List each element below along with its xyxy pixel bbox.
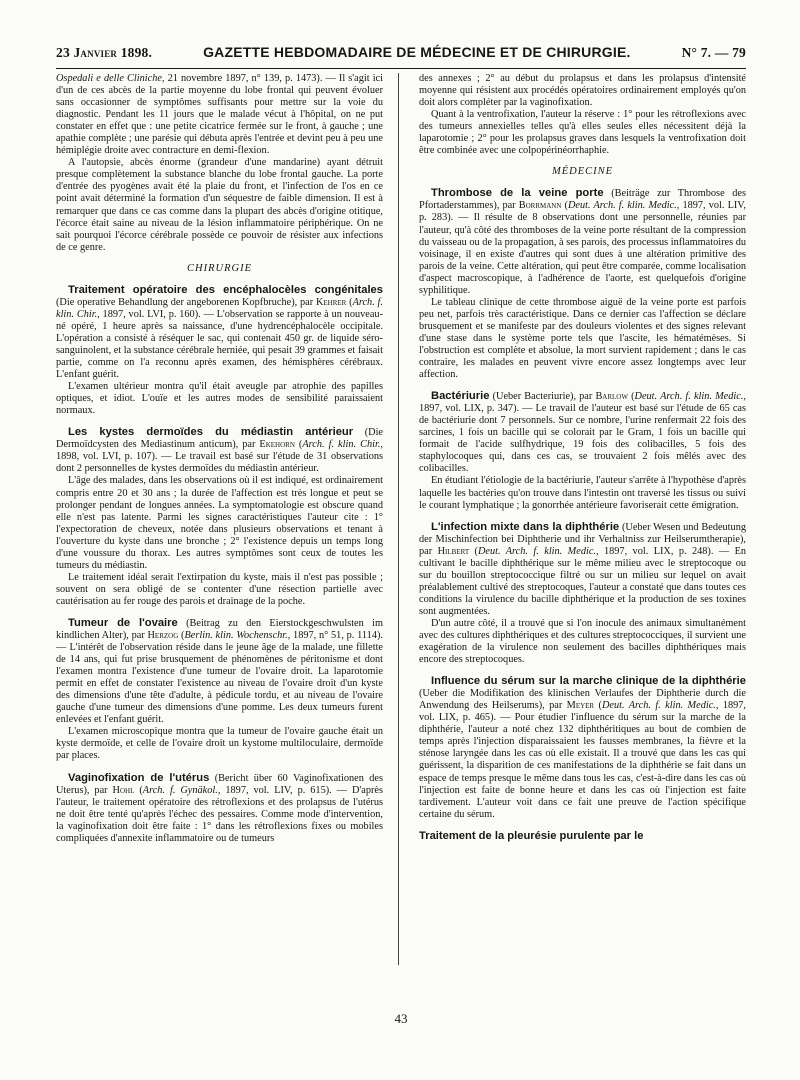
article-journal: Arch. f. klin. Chir., bbox=[302, 439, 383, 451]
article-title: Thrombose de la veine porte bbox=[431, 187, 604, 200]
column-divider bbox=[398, 73, 399, 965]
article-paragraph: L'âge des malades, dans les observations où il est indiqué, est ordinairement compris entre 20 et 30 ans ; la durée de l'affection est très longue et peut se prolonger pendant de longues années. La symptomatologie est obscure quand elle n'est pas latente. Parmi les signes caractéristiques l'auteur cite : 1° l'expectoration de cheveux, notée dans plusieurs observations et tenant à l'ouverture du kyste dans une bronche ; 2° l'existence depuis un temps long d'une voussure du thorax. Les autres symptômes sont ceux de toutes les tumeurs du médiastin. bbox=[56, 475, 383, 571]
article-journal: Deut. Arch. f. klin. Medic., bbox=[477, 545, 599, 557]
section-heading-medecine: MÉDECINE bbox=[551, 166, 614, 178]
section-heading-chirurgie: CHIRURGIE bbox=[187, 262, 252, 274]
article-title: Tumeur de l'ovaire bbox=[68, 616, 178, 629]
header-date: 23 Janvier 1898. bbox=[56, 45, 153, 60]
article-journal: Deut. Arch. f. klin. Medic., bbox=[567, 200, 680, 212]
article-title: Les kystes dermoïdes du médiastin antérieur bbox=[68, 426, 354, 439]
header-rule bbox=[56, 68, 746, 69]
continued-paragraph-2: Quant à la ventrofixation, l'auteur la réserve : 1° pour les rétroflexions avec des tumeurs annexielles telles qu'à elles seules elles nécessitent déjà la laparotomie ; 2° pour les prolapsus graves dans lesquels la ventrofixation doit être combinée avec une colpopérinéorrhaphie. bbox=[419, 109, 746, 157]
article-author: Borrmann bbox=[518, 200, 562, 212]
article-author: Hilbert bbox=[437, 545, 470, 557]
article-journal: Arch. f. klin. Chir., bbox=[56, 296, 383, 320]
page-folio: 43 bbox=[394, 1011, 408, 1026]
article-paragraph: Le traitement idéal serait l'extirpation du kyste, mais il n'est pas possible ; souvent on sera obligé de se contenter d'une résection partielle avec cautérisation au fer rouge des parois et drainage de la poche. bbox=[56, 571, 383, 607]
header-page-number: N° 7. — 79 bbox=[681, 45, 746, 60]
article-bacteriurie: Bactériurie (Ueber Bacteriurie), par Barlow (Deut. Arch. f. klin. Medic., 1897, vol. LIX, p. 347). — Le travail de l'auteur est basé sur l'étude de 65 cas de bactériurie dont 7 personnels. Sur ce nombre, l'urine renfermait 22 fois des sarcines, 1 fois un bacille qui se colorait par le Gram, 1 fois un bacille qui formait de l'acide sulfhydrique, 19 fois des colibacilles, 5 fois des staphylocoques qui, dans ces cas, se trouvaient 2 fois mêlés avec des colibacilles. En étudiant l'étiologie de la bactériurie, l'auteur s'arrête à l'hypothèse d'après laquelle les bactéries qu'on trouve dans l'intestin ont traversé les tissus ou suivi le courant lymphatique ; la gonorrhée antérieure favoriserait cette émigration. bbox=[419, 390, 746, 511]
article-journal: Berlin. klin. Wochenschr., bbox=[184, 630, 291, 642]
article-paragraph: L'examen microscopique montra que la tumeur de l'ovaire gauche était un kyste dermoïde, et celle de l'ovaire droit un kystome multiloculaire, dermoïde par places. bbox=[56, 726, 383, 762]
article-infection-mixte: L'infection mixte dans la diphthérie (Ueber Wesen und Bedeutung der Mischinfection bei Diphtherie und ihr Verhaltniss zur Heilserumtherapie), par Hilbert (Deut. Arch. f. klin. Medic., 1897, vol. LIX, p. 248). — En cultivant le bacille diphthérique sur le même milieu avec le streptocoque ou sur du bouillon streptococcique filtré ou sur un milieu sur lequel on avait préalablement cultivé des streptocoques, l'auteur a constaté que dans toutes ces conditions la virulence du bacille diphthérique et la production de ses toxines sont augmentées. D'un autre côté, il a trouvé que si l'on inocule des animaux simultanément avec des cultures diphthériques et des cultures streptococciques, il survient une exagération de la virulence non seulement des bacilles diphthériques mais encore des streptocoques. bbox=[419, 520, 747, 666]
article-title: Vaginofixation de l'utérus bbox=[68, 771, 210, 784]
article-paragraph: D'un autre côté, il a trouvé que si l'on inocule des animaux simultanément avec des cultures diphthériques et des cultures streptococciques, il survient une exagération de la virulence non seulement des bacilles diphthériques mais encore des streptocoques. bbox=[419, 617, 746, 666]
article-influence-serum: Influence du sérum sur la marche clinique de la diphthérie (Ueber die Modifikation des klinischen Verlaufes der Diphtherie durch die Anwendung des Heilserums), par Meyer (Deut. Arch. f. klin. Medic., 1897, vol. LIX, p. 465). — Pour étudier l'influence du sérum sur la marche de la diphthérie, l'auteur a noté chez 132 diphthéritiques au bout de combien de temps après l'injection disparaissaient les fausses membranes, la fièvre et la sténose laryngée dans les cas où elle existait. Il a trouvé que dans les cas qui guérissent, la disparition de ces manifestations de la diphthérie se fait dans un espace de temps presque le même dans tous les cas, c'est-à-dire dans les cas où l'injection est faite de bonne heure et dans les cas où l'injection est faite tardivement. L'auteur voit dans ce fait une preuve de l'action spécifique certaine du sérum. bbox=[419, 675, 746, 820]
intro-citation: Ospedali e delle Cliniche, bbox=[56, 73, 165, 84]
right-column bbox=[419, 73, 746, 845]
journal-page bbox=[56, 44, 746, 1064]
two-column-body bbox=[56, 73, 746, 845]
article-encephaloceles: Traitement opératoire des encéphalocèles congénitales (Die operative Behandlung der angeborenen Kopfbruche), par Kehrer (Arch. f. klin. Chir., 1897, vol. LVI, p. 160). — L'observation se rapporte à un nouveau-né opéré, 1 heure après sa naissance, d'une hydrencéphalocèle occipitale. L'opération a consisté à réséquer le sac, qui contenait 450 gr. de liquide séro-sanguinolent, et la substance cérébrale herniée, qui pesait 39 grammes et faisait partie, comme on l'a reconnu après examen, des hémisphères cérébraux. L'enfant guérit. L'examen ultérieur montra qu'il était aveugle par atrophie des papilles optiques, et idiot. L'ouïe et les autres modes de sensibilité paraissaient normaux. bbox=[56, 283, 383, 417]
article-vaginofixation: Vaginofixation de l'utérus (Bericht über 60 Vaginofixationen des Uterus), par Hohl (Arch. f. Gynäkol., 1897, vol. LIV, p. 615). — D'après l'auteur, le traitement opératoire des rétroflexions et des prolapsus de l'utérus ne doit être tenté qu'après l'échec des pessaires. Comme mode d'intervention, la vaginofixation doit être faite : 1° dans les rétroflexions fixes ou mobiles compliquées d'annexite inflammatoire ou de tumeurs bbox=[56, 771, 383, 844]
intro-paragraph bbox=[56, 73, 383, 157]
article-pleuresie bbox=[419, 830, 746, 843]
article-journal: Arch. f. Gynäkol., bbox=[142, 784, 221, 796]
article-tumeur-ovaire: Tumeur de l'ovaire (Beitrag zu den Eierstockgeschwulsten im kindlichen Alter), par Herzog (Berlin. klin. Wochenschr., 1897, n° 51, p. 1114). — L'intérêt de l'observation réside dans le jeune âge de la malade, une fillette de 14 ans, qui fut prise brusquement de phénomènes de péritonisme et dont l'examen montra l'existence d'une tumeur de l'ovaire droit. La laparotomie permit en effet de constater l'existence au niveau de l'ovaire droit d'un kyste des dimensions d'une tête d'adulte, à pédicule tordu, et au niveau de l'ovaire gauche d'une tumeur des dimensions d'une pomme. Les deux tumeurs furent enlevées et l'enfant guérit. L'examen microscopique montra que la tumeur de l'ovaire gauche était un kyste dermoïde, et celle de l'ovaire droit un kystome multiloculaire, dermoïde par places. bbox=[56, 616, 383, 762]
article-title: Influence du sérum sur la marche clinique de la diphthérie bbox=[431, 675, 746, 688]
article-title: Traitement de la pleurésie purulente par le bbox=[419, 829, 644, 842]
intro-paragraph-2: A l'autopsie, abcès énorme (grandeur d'une mandarine) ayant détruit presque complètement la substance blanche du lobe frontal gauche. La porte d'entrée des pyogènes avait été la plaie du front, et l'infection de l'os en ce point avait déterminé la formation d'un séquestre de faible dimension. Il est à remarquer que dans ce cas comme dans la plupart des abcès d'origine otitique, l'écorce était saine au niveau de la lésion inflammatoire périphérique. On ne sait pourquoi l'écorce cérébrale possède ce pouvoir de résister aux infections de ce genre. bbox=[56, 157, 383, 253]
left-column bbox=[56, 73, 383, 845]
article-author: Herzog bbox=[147, 630, 179, 642]
header-title: GAZETTE HEBDOMADAIRE DE MÉDECINE ET DE CHIRURGIE. bbox=[203, 44, 631, 60]
running-header bbox=[56, 44, 746, 66]
article-author: Barlow bbox=[595, 391, 628, 403]
article-thrombose-veine-porte: Thrombose de la veine porte (Beiträge zur Thrombose des Pfortaderstammes), par Borrmann (Deut. Arch. f. klin. Medic., 1897, vol. LIV, p. 283). — Il résulte de 8 observations dont une personnelle, réunies par l'auteur, qu'à côté des thromboses de la veine porte résultant de la compression du vaisseau ou de la propagation, à ses parois, des processus inflammatoires du voisinage, il en existe d'autres qui sont dues à une altération primitive des parois de la veine. Cette altération, qui peut être comparée, comme localisation d'aspect macroscopique, à l'adhérence de l'aorte, est quelquefois d'origine syphilitique. Le tableau clinique de cette thrombose aiguë de la veine porte est parfois peu net, parfois très caractéristique. Dans ce dernier cas l'affection se déclare brusquement et se manifeste par des douleurs violentes et des signes relevant d'une stase dans le système porte tels que l'ascite, les hématémèses. Si l'obstruction est complète et absolue, la mort survient rapidement ; dans le cas contraire, les malades en peuvent vivre encore assez longtemps avec leur affection. bbox=[419, 187, 746, 381]
article-author: Hohl bbox=[112, 784, 135, 796]
article-title: Bactériurie bbox=[431, 390, 490, 403]
continued-paragraph: des annexes ; 2° au début du prolapsus et dans les prolapsus d'intensité moyenne qui résistent aux procédés opératoires ordinairement employés qu'on doit alors compléter par la vaginofixation. bbox=[419, 73, 746, 109]
article-kystes-dermoides: Les kystes dermoïdes du médiastin antérieur (Die Dermoïdcysten des Mediastinum anticum), par Ekehorn (Arch. f. klin. Chir., 1898, vol. LVI, p. 107). — Le travail est basé sur l'étude de 31 observations dont 2 personnelles de kystes dermoïdes du médiastin antérieur. L'âge des malades, dans les observations où il est indiqué, est ordinairement compris entre 20 et 30 ans ; la durée de l'affection est très longue et peut se prolonger pendant de longues années. La symptomatologie est obscure quand elle n'est pas latente. Parmi les signes caractéristiques l'auteur cite : 1° l'expectoration de cheveux, notée dans plusieurs observations et tenant à l'ouverture du kyste dans une bronche ; 2° l'existence depuis un temps long d'une voussure du thorax. Les autres symptômes sont ceux de toutes les tumeurs du médiastin. Le traitement idéal serait l'extirpation du kyste, mais il n'est pas possible ; souvent on sera obligé de se contenter d'une résection partielle avec cautérisation au fer rouge des parois et drainage de la poche. bbox=[56, 426, 384, 607]
article-author: Ekehorn bbox=[259, 439, 295, 451]
article-journal: Deut. Arch. f. klin. Medic., bbox=[634, 391, 746, 403]
article-title: L'infection mixte dans la diphthérie bbox=[431, 520, 620, 533]
article-author: Meyer bbox=[566, 700, 595, 712]
article-paragraph: Le tableau clinique de cette thrombose aiguë de la veine porte est parfois peu net, parfois très caractéristique. Dans ce dernier cas l'affection se déclare brusquement et se manifeste par des douleurs violentes et des signes relevant d'une stase dans le système porte tels que l'ascite, les hématémèses. Si l'obstruction est complète et absolue, la mort survient rapidement ; dans le cas contraire, les malades en peuvent vivre encore assez longtemps avec leur affection. bbox=[419, 296, 746, 381]
article-paragraph: En étudiant l'étiologie de la bactériurie, l'auteur s'arrête à l'hypothèse d'après laquelle les bactéries qu'on trouve dans l'intestin ont traversé les tissus ou suivi le courant lymphatique ; la gonorrhée antérieure favoriserait cette émigration. bbox=[419, 475, 746, 511]
article-author: Kehrer bbox=[315, 296, 347, 308]
intro-text: 21 novembre 1897, n° 139, p. 1473). — Il s'agit ici d'un de ces abcès de la partie moyenne du lobe frontal qui peuvent évoluer sans occasionner de symptômes suffisants pour mettre sur la voie du diagnostic. Pendant les 11 jours que le malade vécut à l'hôpital, on ne put constater en effet que : une petite cicatrice fermée sur le front, à gauche ; une apathie complète ; une parésie qui débuta après l'entrée et devint peu à peu une hémiplégie droite avec contracture en demi-flexion. bbox=[56, 73, 383, 157]
article-journal: Deut. Arch. f. klin. Medic., bbox=[601, 700, 719, 712]
article-title: Traitement opératoire des encéphalocèles congénitales bbox=[68, 283, 383, 296]
article-paragraph: L'examen ultérieur montra qu'il était aveugle par atrophie des papilles optiques, et idiot. L'ouïe et les autres modes de sensibilité paraissaient normaux. bbox=[56, 381, 383, 417]
